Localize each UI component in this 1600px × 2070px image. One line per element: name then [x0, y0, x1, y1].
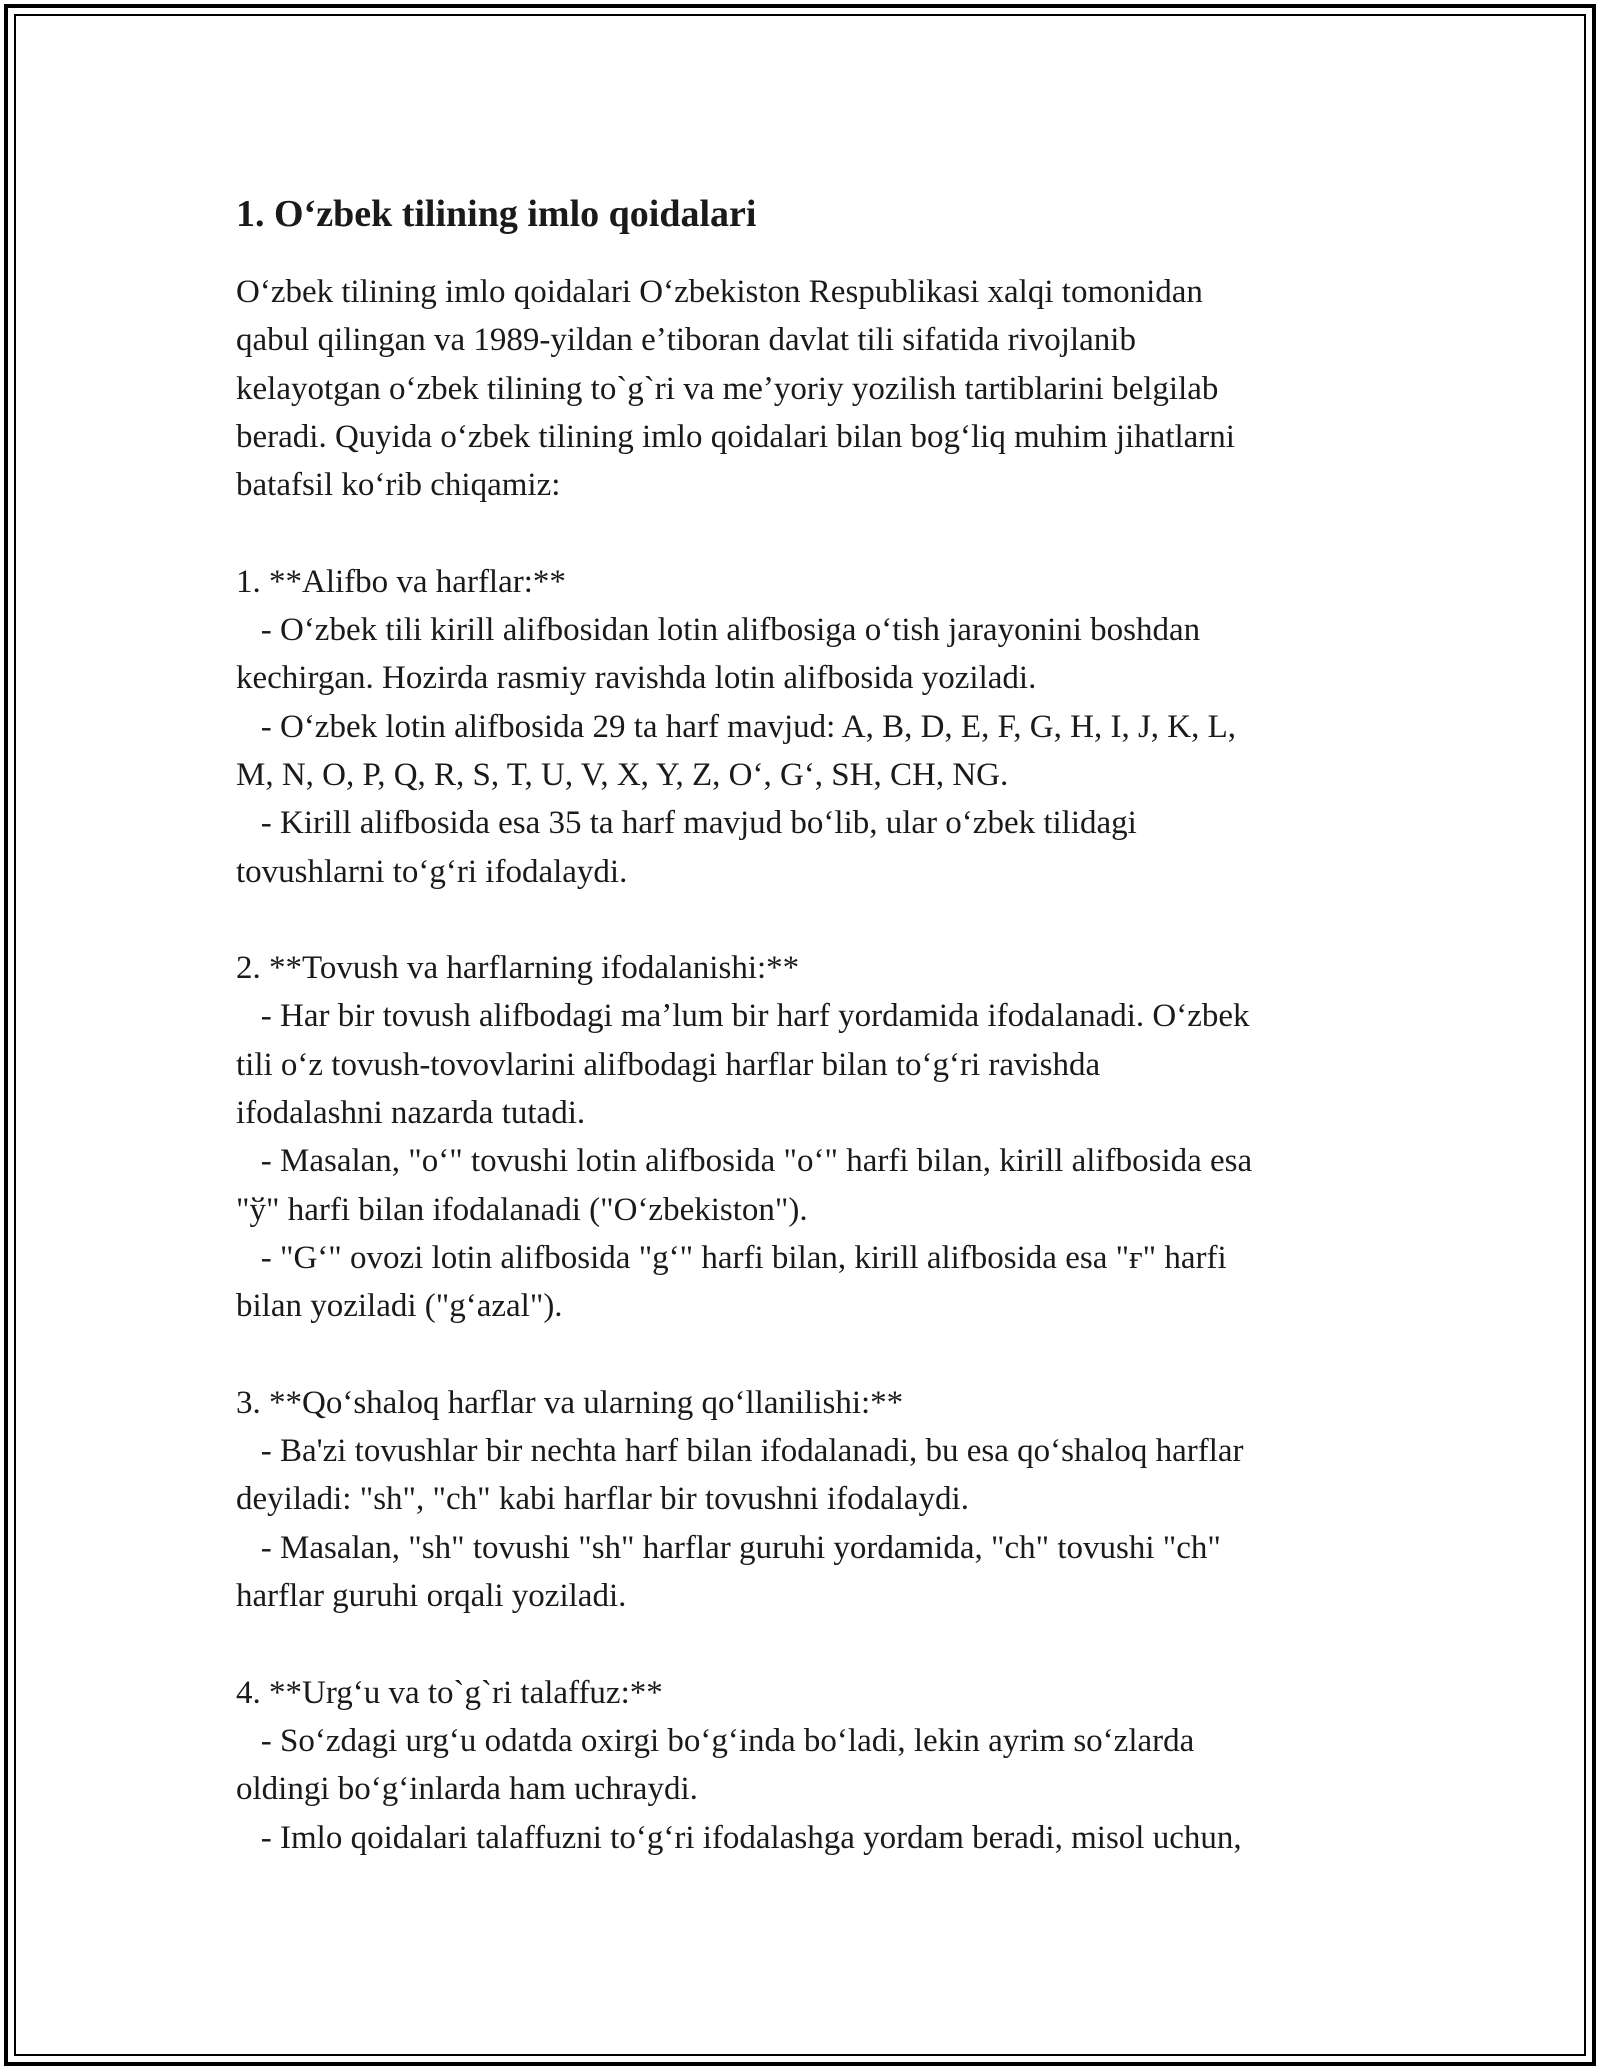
document-title: 1. Oʻzbek tilining imlo qoidalari: [236, 193, 757, 235]
document-page: [236, 186, 1376, 1862]
document-body-text: Oʻzbek tilining imlo qoidalari Oʻzbekiston Respublikasi xalqi tomonidan qabul qilingan va 1989-yildan eʼtiboran davlat tili sifatida rivojlanib kelayotgan oʻzbek tilining to`g`ri va meʼyoriy yozilish tartiblarini belgilab beradi. Quyida oʻzbek tilining imlo qoidalari bilan bogʻliq muhim jihatlarni batafsil koʻrib chiqamiz: 1. **Alifbo va harflar:** - Oʻzbek tili kirill alifbosidan lotin alifbosiga oʻtish jarayonini boshdan kechirgan. Hozirda rasmiy ravishda lotin alifbosida yoziladi. - Oʻzbek lotin alifbosida 29 ta harf mavjud: A, B, D, E, F, G, H, I, J, K, L, M, N, O, P, Q, R, S, T, U, V, X, Y, Z, Oʻ, Gʻ, SH, CH, NG. - Kirill alifbosida esa 35 ta harf mavjud boʻlib, ular oʻzbek tilidagi tovushlarni toʻgʻri ifodalaydi. 2. **Tovush va harflarning ifodalanishi:** - Har bir tovush alifbodagi maʼlum bir harf yordamida ifodalanadi. Oʻzbek tili oʻz tovush-tovovlarini alifbodagi harflar bilan toʻgʻri ravishda ifodalashni nazarda tutadi. - Masalan, "oʻ" tovushi lotin alifbosida "oʻ" harfi bilan, kirill alifbosida esa "ў" harfi bilan ifodalanadi ("Oʻzbekiston"). - "Gʻ" ovozi lotin alifbosida "gʻ" harfi bilan, kirill alifbosida esa "ғ" harfi bilan yoziladi ("gʻazal"). 3. **Qoʻshaloq harflar va ularning qoʻllanilishi:** - Ba'zi tovushlar bir nechta harf bilan ifodalanadi, bu esa qoʻshaloq harflar deyiladi: "sh", "ch" kabi harflar bir tovushni ifodalaydi. - Masalan, "sh" tovushi "sh" harflar guruhi yordamida, "ch" tovushi "ch" harflar guruhi orqali yoziladi. 4. **Urgʻu va to`g`ri talaffuz:** - Soʻzdagi urgʻu odatda oxirgi boʻgʻinda boʻladi, lekin ayrim soʻzlarda oldingi boʻgʻinlarda ham uchraydi. - Imlo qoidalari talaffuzni toʻgʻri ifodalashga yordam beradi, misol uchun,: [236, 274, 1253, 1856]
